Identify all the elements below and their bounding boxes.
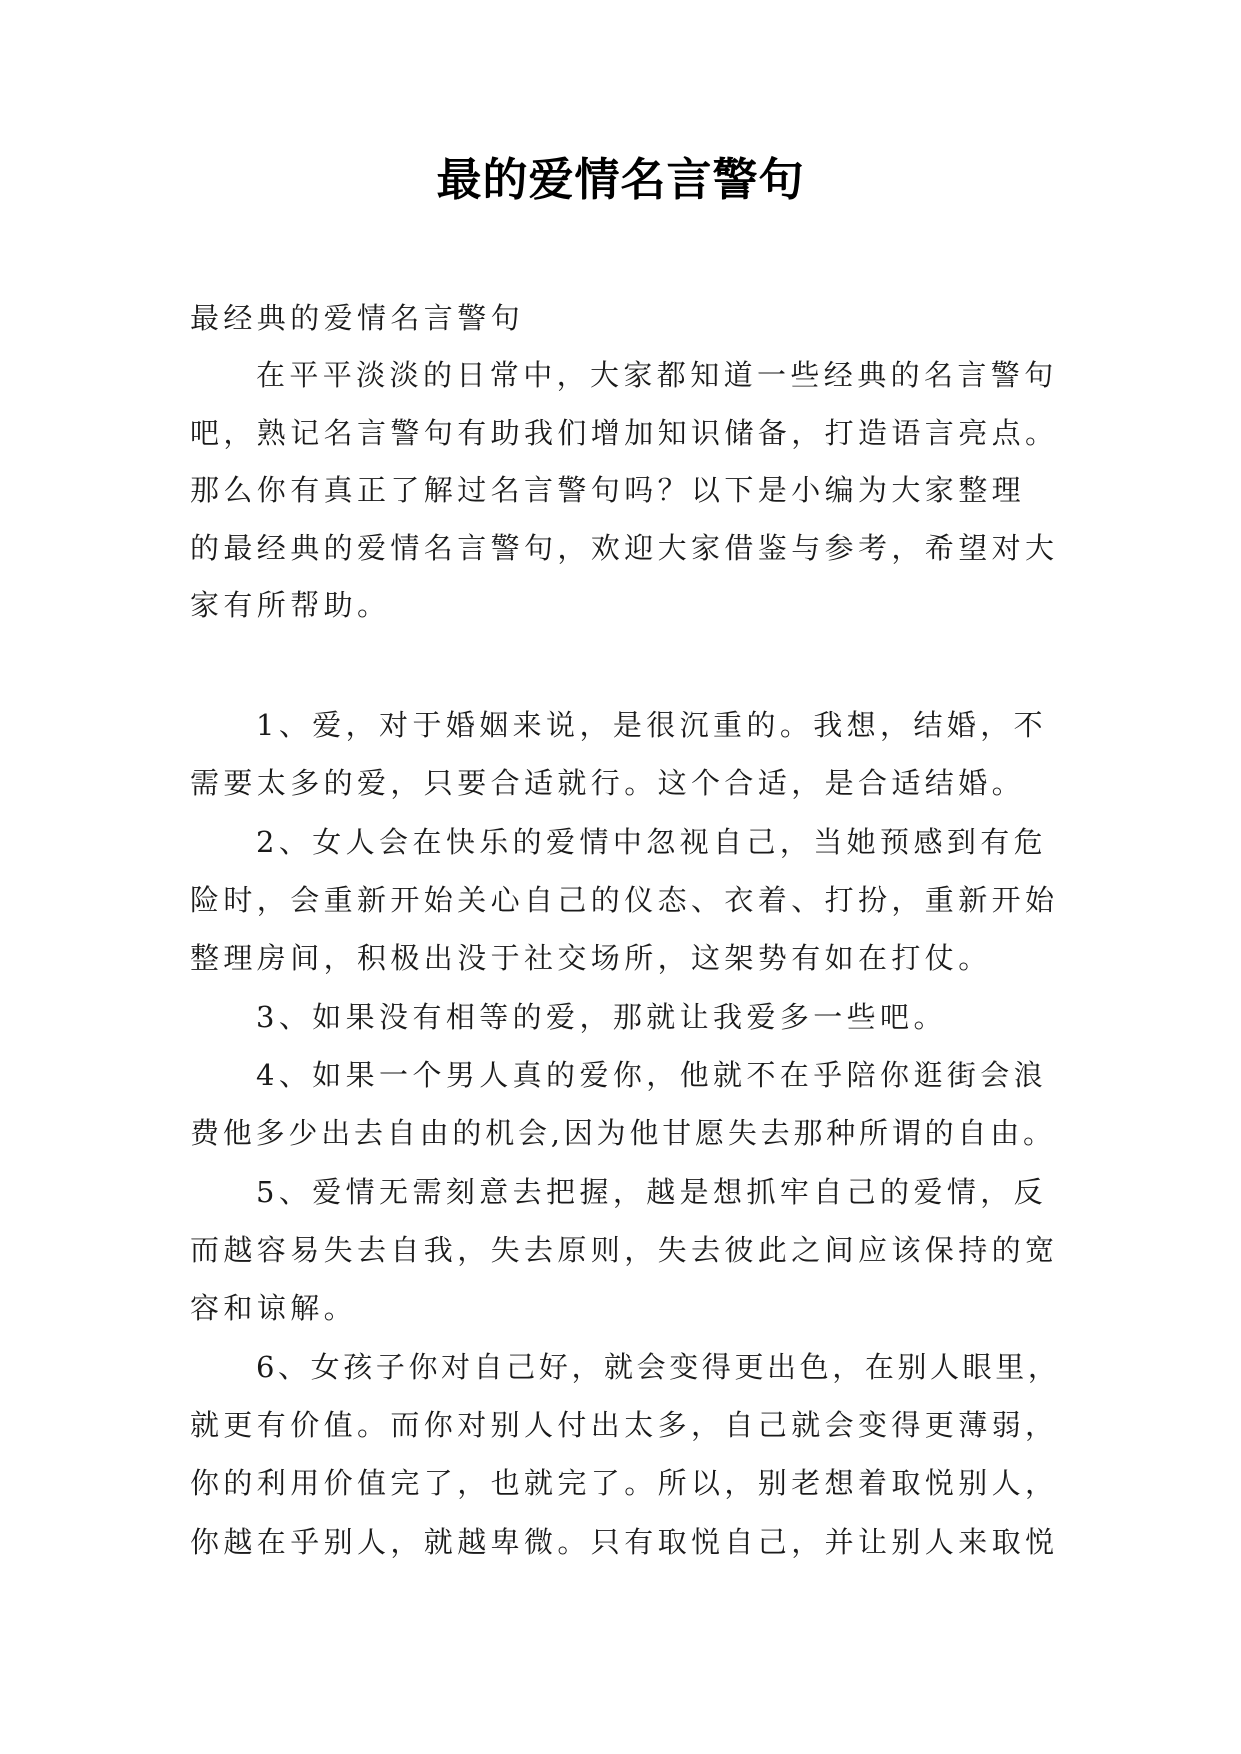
quote-line: 费他多少出去自由的机会,因为他甘愿失去那种所谓的自由。 xyxy=(190,1116,1056,1150)
quote-line: 需要太多的爱，只要合适就行。这个合适，是合适结婚。 xyxy=(190,766,1026,800)
intro-line: 家有所帮助。 xyxy=(190,588,391,622)
quote-line: 险时，会重新开始关心自己的仪态、衣着、打扮，重新开始 xyxy=(190,883,1059,917)
quote-line: 整理房间，积极出没于社交场所，这架势有如在打仗。 xyxy=(190,941,992,975)
intro-line: 在平平淡淡的日常中，大家都知道一些经典的名言警句 xyxy=(256,358,1058,392)
document-title: 最的爱情名言警句 xyxy=(436,153,805,206)
quote-line: 你越在乎别人，就越卑微。只有取悦自己，并让别人来取悦 xyxy=(190,1525,1059,1559)
quote-line: 容和谅解。 xyxy=(190,1291,358,1325)
quote-line: 2、女人会在快乐的爱情中忽视自己，当她预感到有危 xyxy=(256,825,1048,859)
intro-line: 那么你有真正了解过名言警句吗？以下是小编为大家整理 xyxy=(190,473,1026,507)
quote-line: 你的利用价值完了，也就完了。所以，别老想着取悦别人， xyxy=(190,1466,1059,1500)
quote-line: 而越容易失去自我，失去原则，失去彼此之间应该保持的宽 xyxy=(190,1233,1059,1267)
quote-line: 4、如果一个男人真的爱你，他就不在乎陪你逛街会浪 xyxy=(256,1058,1048,1092)
quote-line: 1、爱，对于婚姻来说，是很沉重的。我想，结婚，不 xyxy=(256,708,1048,742)
intro-line: 吧，熟记名言警句有助我们增加知识储备，打造语言亮点。 xyxy=(190,416,1059,450)
intro-line: 的最经典的爱情名言警句，欢迎大家借鉴与参考，希望对大 xyxy=(190,531,1059,565)
quote-line: 就更有价值。而你对别人付出太多，自己就会变得更薄弱， xyxy=(190,1408,1059,1442)
quote-line: 6、女孩子你对自己好，就会变得更出色，在别人眼里， xyxy=(256,1350,1061,1384)
document-subtitle: 最经典的爱情名言警句 xyxy=(190,301,525,335)
quote-line: 5、爱情无需刻意去把握，越是想抓牢自己的爱情，反 xyxy=(256,1175,1048,1209)
quote-line: 3、如果没有相等的爱，那就让我爱多一些吧。 xyxy=(256,1000,947,1034)
